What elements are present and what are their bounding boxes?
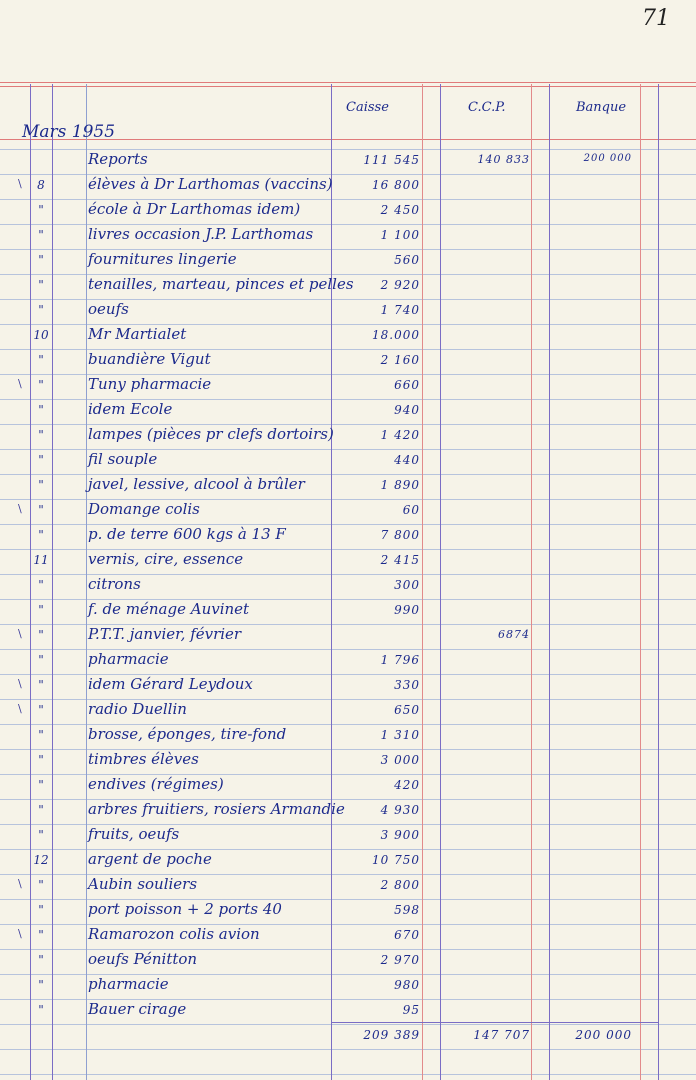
entry-day: " (38, 353, 44, 367)
entry-description: citrons (88, 575, 141, 593)
entry-caisse: 980 (394, 978, 420, 992)
entry-day: " (38, 728, 44, 742)
entry-day: " (38, 528, 44, 542)
ledger-row (0, 574, 696, 599)
entry-caisse: 7 800 (380, 528, 420, 542)
entry-day: 12 (33, 853, 49, 867)
tick-mark: \ (18, 927, 22, 940)
entry-day: " (38, 978, 44, 992)
entry-caisse: 2 160 (380, 353, 420, 367)
ledger-row (0, 474, 696, 499)
entry-caisse: 560 (394, 253, 420, 267)
ledger-row (0, 774, 696, 799)
entry-caisse: 18.000 (372, 328, 420, 342)
entry-description: p. de terre 600 kgs à 13 F (88, 525, 286, 543)
tick-mark: \ (18, 702, 22, 715)
totals-row (0, 1028, 696, 1052)
ledger-row (0, 374, 696, 399)
entry-caisse: 2 920 (380, 278, 420, 292)
ledger-row (0, 499, 696, 524)
entry-description: fruits, oeufs (88, 825, 180, 843)
entry-description: arbres fruitiers, rosiers Armandie (88, 800, 345, 818)
entry-day: " (38, 628, 44, 642)
entry-day: " (38, 603, 44, 617)
entry-description: Tuny pharmacie (88, 375, 212, 393)
entry-day: " (38, 278, 44, 292)
entry-day: " (38, 803, 44, 817)
ledger-row (0, 399, 696, 424)
entry-description: livres occasion J.P. Larthomas (88, 225, 314, 243)
tick-mark: \ (18, 377, 22, 390)
ledger-row (0, 324, 696, 349)
entry-caisse: 650 (394, 703, 420, 717)
entry-caisse: 598 (394, 903, 420, 917)
entry-day: " (38, 228, 44, 242)
entry-caisse: 3 000 (380, 753, 420, 767)
entry-caisse: 300 (394, 578, 420, 592)
entry-day: " (38, 478, 44, 492)
entry-day: " (38, 828, 44, 842)
ledger-row (0, 949, 696, 974)
ledger-row (0, 874, 696, 899)
ledger-row (0, 849, 696, 874)
tick-mark: \ (18, 502, 22, 515)
entry-caisse: 2 415 (380, 553, 420, 567)
entry-description: Mr Martialet (88, 325, 187, 343)
entry-day: " (38, 428, 44, 442)
entry-description: oeufs (88, 300, 129, 318)
entry-day: " (38, 578, 44, 592)
entry-caisse: 330 (394, 678, 420, 692)
ledger-row (0, 924, 696, 949)
entry-caisse: 1 740 (380, 303, 420, 317)
entry-description: vernis, cire, essence (88, 550, 244, 568)
entry-description: pharmacie (88, 975, 169, 993)
column-header-ccp: C.C.P. (468, 100, 506, 115)
entry-description: pharmacie (88, 650, 169, 668)
entry-description: idem Gérard Leydoux (88, 675, 253, 693)
entry-description: Aubin souliers (88, 875, 198, 893)
tick-mark: \ (18, 877, 22, 890)
entry-caisse: 3 900 (380, 828, 420, 842)
ledger-row (0, 599, 696, 624)
entry-description: tenailles, marteau, pinces et pelles (88, 275, 354, 293)
ledger-row (0, 174, 696, 199)
ledger-row (0, 999, 696, 1024)
ledger-row (0, 224, 696, 249)
ledger-row (0, 799, 696, 824)
entry-day: " (38, 503, 44, 517)
header-rule-top (0, 82, 696, 83)
ledger-row (0, 899, 696, 924)
ledger-row (0, 674, 696, 699)
ledger-row (0, 424, 696, 449)
ledger-row (0, 249, 696, 274)
entry-day: " (38, 378, 44, 392)
entry-ccp: 140 833 (477, 153, 530, 166)
ruling-line (0, 1074, 696, 1075)
entry-day: " (38, 253, 44, 267)
entry-caisse: 1 796 (380, 653, 420, 667)
entry-description: idem Ecole (88, 400, 173, 418)
ruling-line (0, 1024, 696, 1025)
entry-description: port poisson + 2 ports 40 (88, 900, 282, 918)
entry-day: " (38, 303, 44, 317)
entry-caisse: 1 890 (380, 478, 420, 492)
entry-day: " (38, 678, 44, 692)
entry-description: Ramarozon colis avion (88, 925, 260, 943)
column-header-banque: Banque (576, 100, 627, 115)
entry-description: fournitures lingerie (88, 250, 237, 268)
entry-caisse: 940 (394, 403, 420, 417)
entry-day: " (38, 203, 44, 217)
header-rule-bottom (0, 86, 696, 87)
entry-description: f. de ménage Auvinet (88, 600, 250, 618)
ledger-row (0, 649, 696, 674)
entry-caisse: 670 (394, 928, 420, 942)
entry-caisse: 2 450 (380, 203, 420, 217)
entry-caisse: 660 (394, 378, 420, 392)
entry-description: endives (régimes) (88, 775, 224, 793)
ledger-row (0, 724, 696, 749)
entry-description: lampes (pièces pr clefs dortoirs) (88, 425, 334, 443)
entry-caisse: 4 930 (380, 803, 420, 817)
entry-banque: 200 000 (583, 153, 632, 164)
entry-description: Reports (88, 150, 148, 168)
month-heading: Mars 1955 (22, 122, 116, 142)
entry-description: timbres élèves (88, 750, 199, 768)
entry-description: Domange colis (88, 500, 200, 518)
tick-mark: \ (18, 627, 22, 640)
ledger-row (0, 274, 696, 299)
entry-description: P.T.T. janvier, février (88, 625, 242, 643)
entry-day: " (38, 903, 44, 917)
ledger-row (0, 149, 696, 174)
page-number: 71 (642, 6, 670, 31)
entry-caisse: 95 (402, 1003, 420, 1017)
entry-caisse: 10 750 (372, 853, 420, 867)
entry-day: " (38, 953, 44, 967)
ledger-row (0, 824, 696, 849)
entry-day: " (38, 878, 44, 892)
entry-day: " (38, 703, 44, 717)
entry-description: fil souple (88, 450, 158, 468)
entry-day: " (38, 928, 44, 942)
ledger-row (0, 199, 696, 224)
column-header-caisse: Caisse (346, 100, 389, 115)
entry-description: javel, lessive, alcool à brûler (88, 475, 305, 493)
entry-caisse: 60 (402, 503, 420, 517)
entry-day: " (38, 778, 44, 792)
entry-description: buandière Vigut (88, 350, 211, 368)
ledger-row (0, 749, 696, 774)
ledger-row (0, 524, 696, 549)
total-rule (331, 1022, 658, 1023)
entry-caisse: 420 (394, 778, 420, 792)
entry-caisse: 990 (394, 603, 420, 617)
entry-caisse: 1 310 (380, 728, 420, 742)
ledger-row (0, 349, 696, 374)
tick-mark: \ (18, 677, 22, 690)
entry-caisse: 16 800 (372, 178, 420, 192)
total-banque: 200 000 (575, 1028, 632, 1042)
entry-ccp: 6874 (498, 628, 530, 641)
entry-day: " (38, 1003, 44, 1017)
ledger-row (0, 699, 696, 724)
entry-description: école à Dr Larthomas idem) (88, 200, 301, 218)
ledger-row (0, 449, 696, 474)
entry-description: brosse, éponges, tire-fond (88, 725, 287, 743)
entry-day: " (38, 753, 44, 767)
entry-caisse: 2 970 (380, 953, 420, 967)
entry-day: 11 (33, 553, 49, 567)
entry-description: oeufs Pénitton (88, 950, 198, 968)
entry-caisse: 2 800 (380, 878, 420, 892)
entry-description: argent de poche (88, 850, 212, 868)
entry-day: 10 (33, 328, 49, 342)
entry-day: " (38, 403, 44, 417)
entry-caisse: 1 100 (380, 228, 420, 242)
total-caisse: 209 389 (363, 1028, 420, 1042)
entry-caisse: 111 545 (363, 153, 420, 167)
tick-mark: \ (18, 177, 22, 190)
ledger-row (0, 974, 696, 999)
total-ccp: 147 707 (473, 1028, 530, 1042)
entry-description: Bauer cirage (88, 1000, 187, 1018)
entry-day: " (38, 653, 44, 667)
entry-day: " (38, 453, 44, 467)
ledger-row (0, 624, 696, 649)
ledger-row (0, 299, 696, 324)
entry-description: élèves à Dr Larthomas (vaccins) (88, 175, 333, 193)
entry-description: radio Duellin (88, 700, 187, 718)
ledger-row (0, 549, 696, 574)
entry-day: 8 (37, 178, 45, 192)
entry-caisse: 440 (394, 453, 420, 467)
entry-caisse: 1 420 (380, 428, 420, 442)
